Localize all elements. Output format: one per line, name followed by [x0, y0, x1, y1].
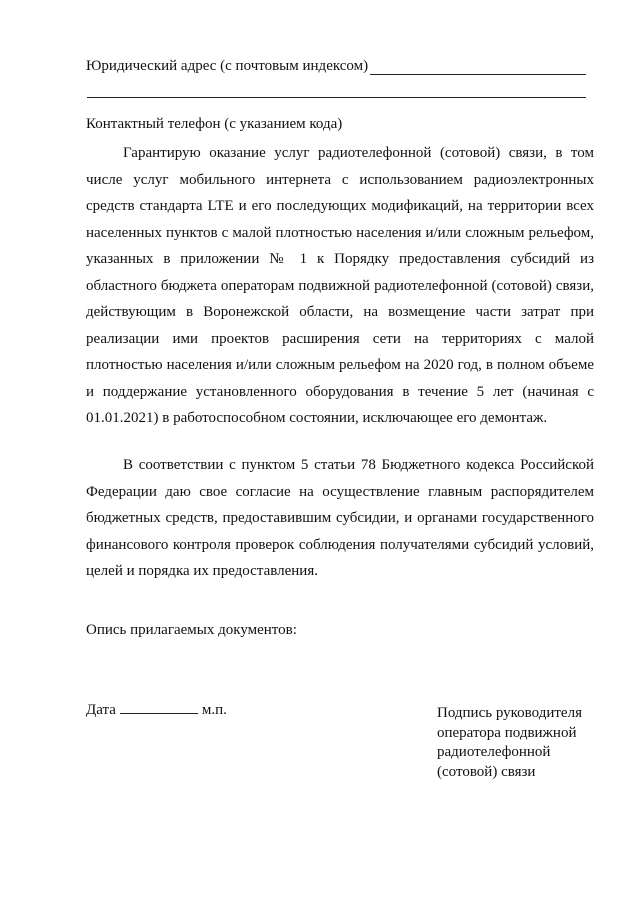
phone-field[interactable]: [86, 115, 342, 133]
address-label: Юридический адрес (с почтовым индексом): [86, 58, 369, 74]
address-fill-line[interactable]: [370, 60, 586, 75]
attachments-label: Опись прилагаемых документов:: [86, 622, 297, 638]
signature-block: [437, 704, 627, 782]
consent-paragraph: В соответствии с пунктом 5 статьи 78 Бюджетного кодекса Российской Федерации даю свое согласие на осуществление главным распорядителем бюджетных средств, предоставившим субсидии, и органами государственного финансового контроля проверок соблюдения получателями субсидий условий, целей и порядка их предоставления.: [86, 457, 594, 579]
stamp-label: м.п.: [201, 702, 227, 718]
signature-line: радиотелефонной: [437, 744, 551, 760]
address-field[interactable]: [86, 57, 586, 75]
phone-label: Контактный телефон (с указанием кода): [86, 116, 343, 132]
date-field[interactable]: [86, 701, 227, 719]
date-blank-line[interactable]: [120, 701, 198, 714]
address-continuation-line[interactable]: [87, 97, 586, 98]
guarantee-paragraph: Гарантирую оказание услуг радиотелефонной (сотовой) связи, в том числе услуг мобильного интернета с использованием радиоэлектронных средств стандарта LTE и его последующих модификаций, на территории всех населенных пунктов с малой плотностью населения и/или сложным рельефом, указанных в приложении № 1 к Порядку предоставления субсидий из областного бюджета операторам подвижной радиотелефонной (сотовой) связи, действующим в Воронежской области, на возмещение части затрат при реализации ими проектов расширения сети на территориях с малой плотностью населения и/или сложным рельефом на 2020 год, в полном объеме и поддержание установленного оборудования в течение 5 лет (начиная с 01.01.2021) в работоспособном состоянии, исключающее его демонтаж.: [86, 145, 594, 426]
signature-line: (сотовой) связи: [437, 763, 536, 780]
date-label: Дата: [86, 702, 116, 718]
signature-line: Подпись руководителя: [437, 705, 582, 721]
signature-line: оператора подвижной: [437, 724, 577, 741]
